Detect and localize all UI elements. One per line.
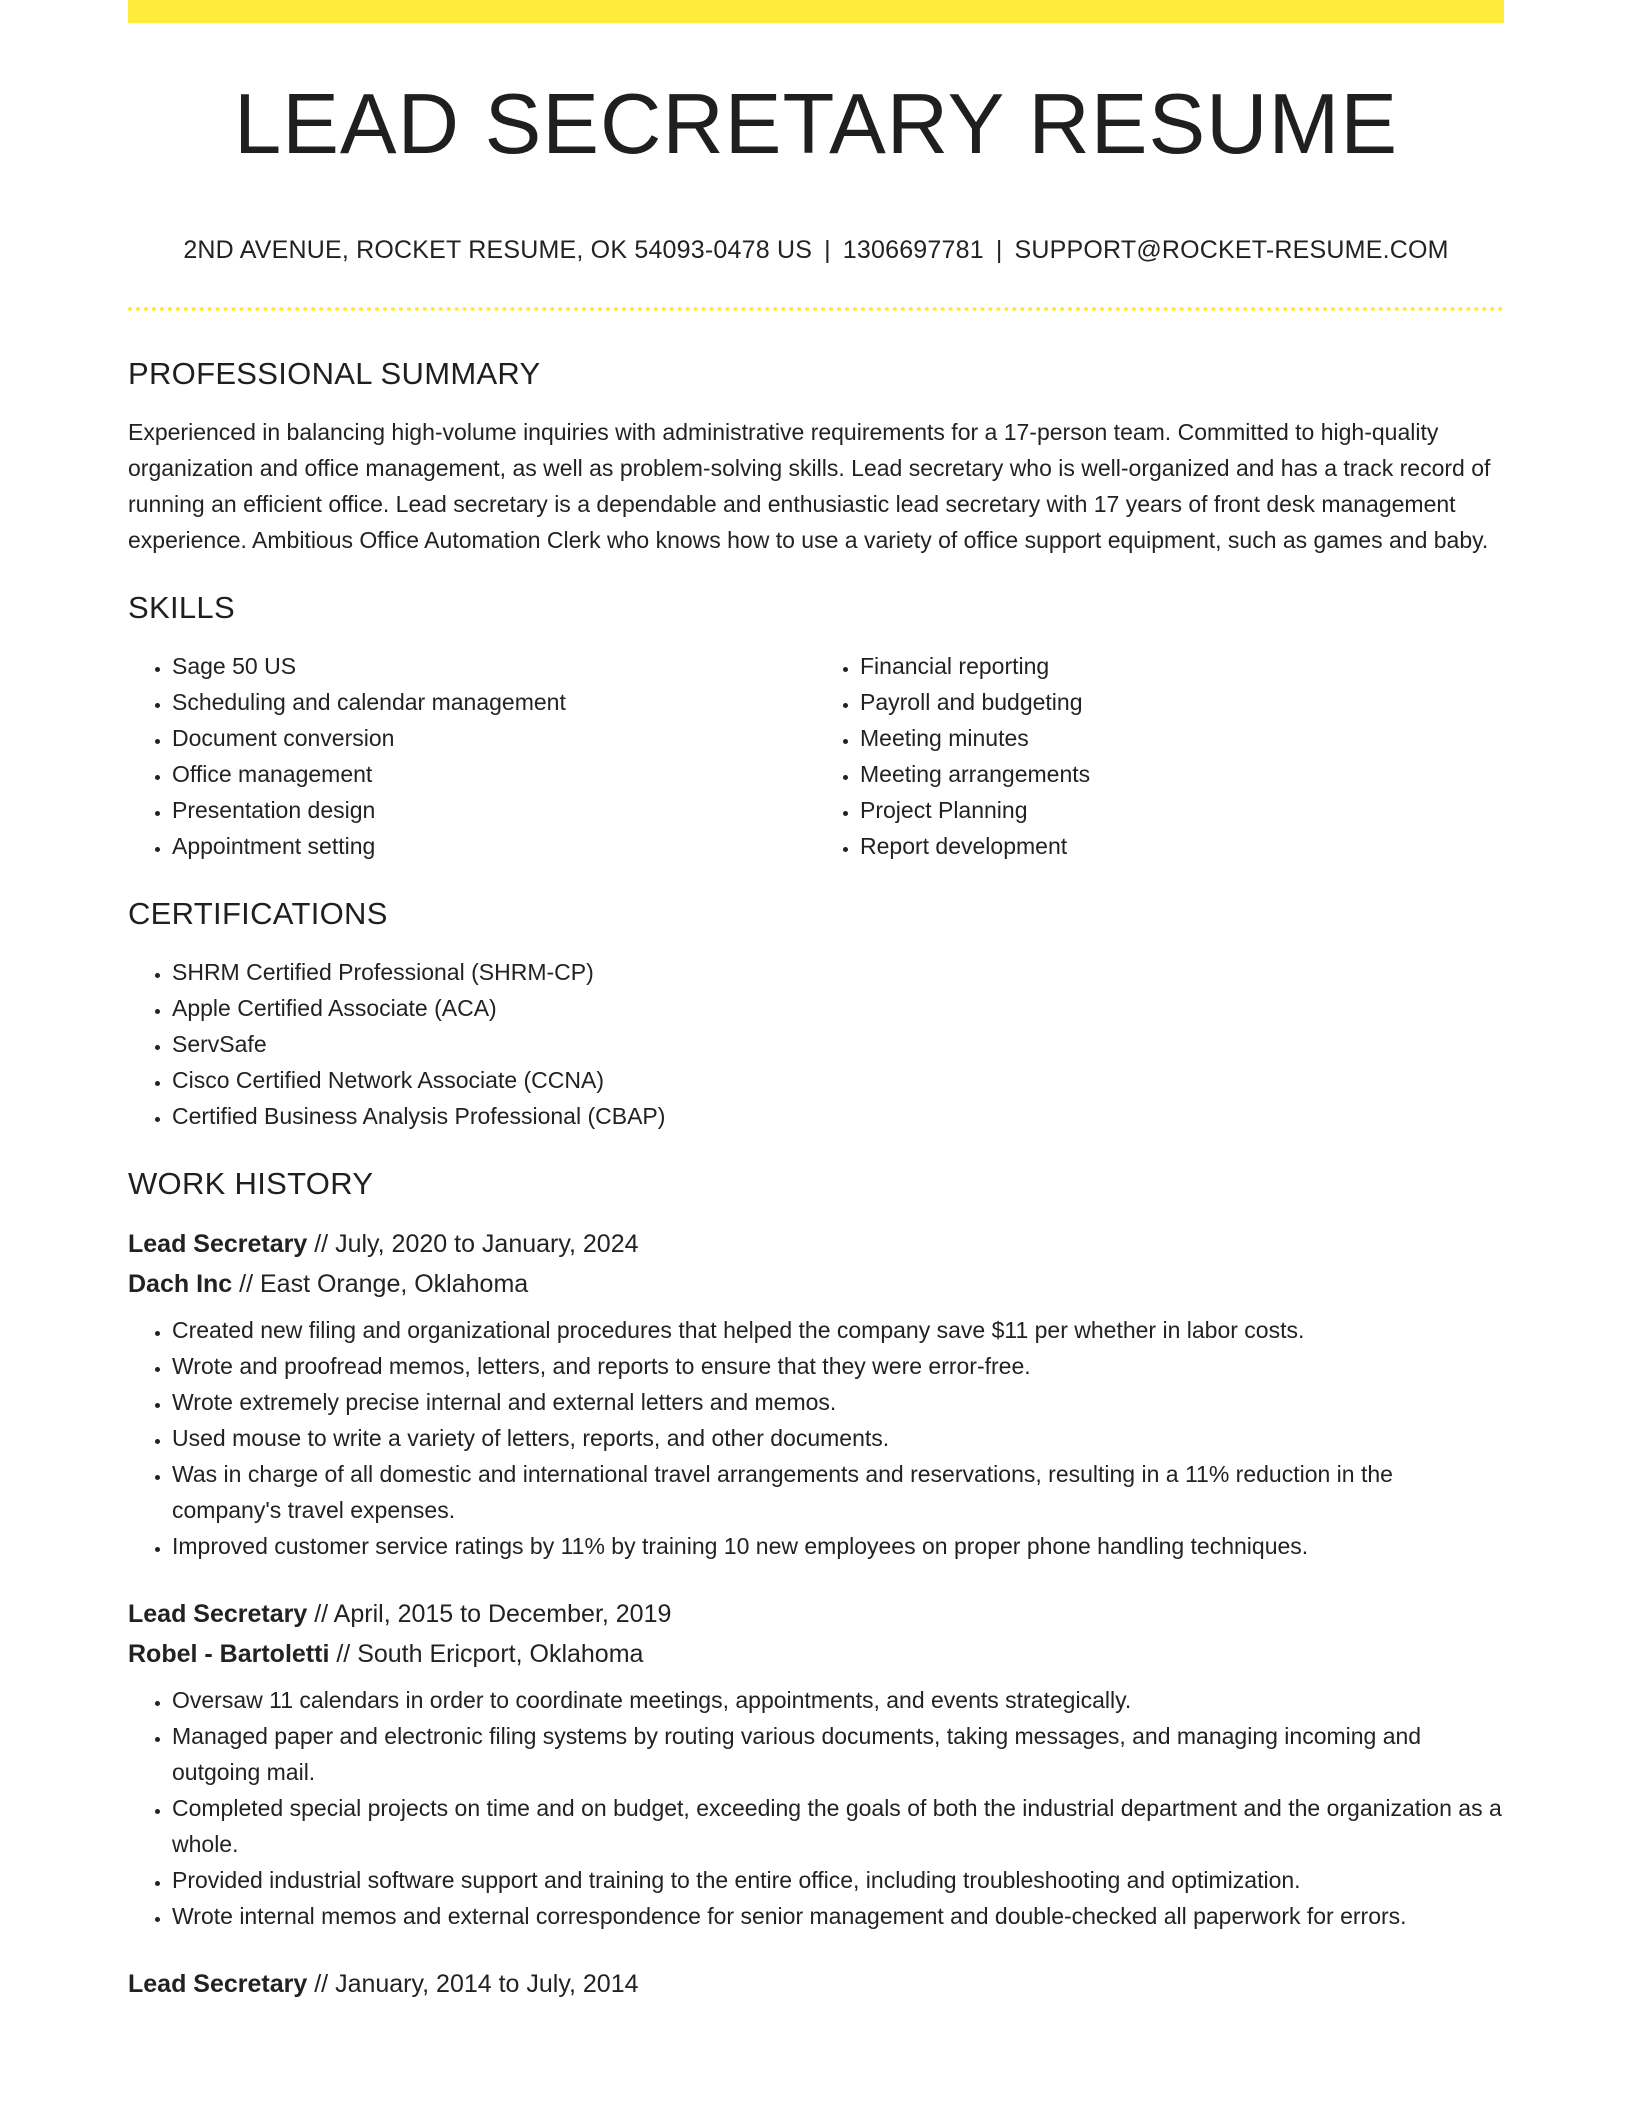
certification-item: • Apple Certified Associate (ACA)	[172, 990, 1504, 1026]
job-entry	[128, 1964, 1504, 2004]
resume-content	[128, 352, 1504, 2004]
job-title-line	[128, 1224, 1504, 1264]
summary-text: Experienced in balancing high-volume inquiries with administrative requirements for a 17-person team. Committed to high-quality organization and office management, as well as problem-solving skills. Lead secretary who is well-organized and has a track record of running an efficient office. Lead secretary is a dependable and enthusiastic lead secretary with 17 years of front desk management experience. Ambitious Office Automation Clerk who knows how to use a variety of office support equipment, such as games and baby.	[128, 419, 1491, 553]
job-dates: // January, 2014 to July, 2014	[307, 1970, 639, 1998]
skill-item: • Project Planning	[860, 792, 1504, 828]
contact-line	[128, 236, 1504, 265]
job-company: Dach Inc	[128, 1270, 233, 1298]
skills-section	[128, 586, 1504, 864]
summary-section	[128, 352, 1504, 558]
top-accent-bar	[128, 0, 1504, 23]
contact-separator: |	[824, 236, 831, 264]
contact-separator: |	[995, 236, 1003, 264]
job-dates: // April, 2015 to December, 2019	[307, 1600, 672, 1628]
job-entry	[128, 1224, 1504, 1564]
skill-item: • Presentation design	[172, 792, 816, 828]
skills-list-right	[816, 648, 1504, 864]
skill-item: • Meeting minutes	[860, 720, 1504, 756]
skills-list-left	[128, 648, 816, 864]
job-bullet: • Wrote and proofread memos, letters, and reports to ensure that they were error-free.	[172, 1348, 1504, 1384]
certifications-list	[128, 954, 1504, 1134]
job-bullet: • Completed special projects on time and on budget, exceeding the goals of both the industrial department and the organization as a whole.	[172, 1790, 1504, 1862]
certifications-heading: CERTIFICATIONS	[128, 896, 388, 931]
skill-item: • Scheduling and calendar management	[172, 684, 816, 720]
job-bullet: • Oversaw 11 calendars in order to coordinate meetings, appointments, and events strategically.	[172, 1682, 1504, 1718]
job-title: Lead Secretary	[128, 1230, 308, 1258]
certification-item: • Certified Business Analysis Professional (CBAP)	[172, 1098, 1504, 1134]
skill-item: • Financial reporting	[860, 648, 1504, 684]
dotted-divider	[128, 307, 1504, 311]
job-company-line	[128, 1634, 1504, 1674]
certifications-section	[128, 892, 1504, 1134]
job-bullet: • Used mouse to write a variety of letters, reports, and other documents.	[172, 1420, 1504, 1456]
job-entry	[128, 1594, 1504, 1934]
job-bullet: • Created new filing and organizational procedures that helped the company save $11 per whether in labor costs.	[172, 1312, 1504, 1348]
skills-heading: SKILLS	[128, 590, 235, 625]
job-bullet: • Managed paper and electronic filing systems by routing various documents, taking messages, and managing incoming and outgoing mail.	[172, 1718, 1504, 1790]
job-title: Lead Secretary	[128, 1970, 308, 1998]
work-history-heading: WORK HISTORY	[128, 1166, 374, 1201]
job-location: // East Orange, Oklahoma	[232, 1270, 529, 1298]
certification-item: • SHRM Certified Professional (SHRM-CP)	[172, 954, 1504, 990]
job-location: // South Ericport, Oklahoma	[329, 1640, 644, 1668]
resume-title: LEAD SECRETARY RESUME	[233, 77, 1399, 172]
job-bullet: • Wrote extremely precise internal and external letters and memos.	[172, 1384, 1504, 1420]
summary-heading: PROFESSIONAL SUMMARY	[128, 356, 541, 391]
job-company-line	[128, 1264, 1504, 1304]
contact-address: 2ND AVENUE, ROCKET RESUME, OK 54093-0478 US	[183, 236, 813, 264]
skill-item: • Meeting arrangements	[860, 756, 1504, 792]
certification-item: • ServSafe	[172, 1026, 1504, 1062]
job-title-line	[128, 1594, 1504, 1634]
job-dates: // July, 2020 to January, 2024	[307, 1230, 639, 1258]
contact-email: SUPPORT@ROCKET-RESUME.COM	[1014, 236, 1449, 264]
work-history-section	[128, 1162, 1504, 2004]
job-bullet: • Improved customer service ratings by 11% by training 10 new employees on proper phone handling techniques.	[172, 1528, 1504, 1564]
job-bullets	[128, 1312, 1504, 1564]
job-bullet: • Provided industrial software support and training to the entire office, including troubleshooting and optimization.	[172, 1862, 1504, 1898]
job-title-line	[128, 1964, 1504, 2004]
contact-phone: 1306697781	[842, 236, 984, 264]
job-bullet: • Was in charge of all domestic and international travel arrangements and reservations, resulting in a 11% reduction in the company's travel expenses.	[172, 1456, 1504, 1528]
job-bullet: • Wrote internal memos and external correspondence for senior management and double-checked all paperwork for errors.	[172, 1898, 1504, 1934]
skill-item: • Sage 50 US	[172, 648, 816, 684]
skill-item: • Document conversion	[172, 720, 816, 756]
skill-item: • Payroll and budgeting	[860, 684, 1504, 720]
skill-item: • Office management	[172, 756, 816, 792]
certification-item: • Cisco Certified Network Associate (CCNA)	[172, 1062, 1504, 1098]
skill-item: • Appointment setting	[172, 828, 816, 864]
job-company: Robel - Bartoletti	[128, 1640, 330, 1668]
skill-item: • Report development	[860, 828, 1504, 864]
skills-columns	[128, 648, 1504, 864]
job-bullets	[128, 1682, 1504, 1934]
job-title: Lead Secretary	[128, 1600, 308, 1628]
